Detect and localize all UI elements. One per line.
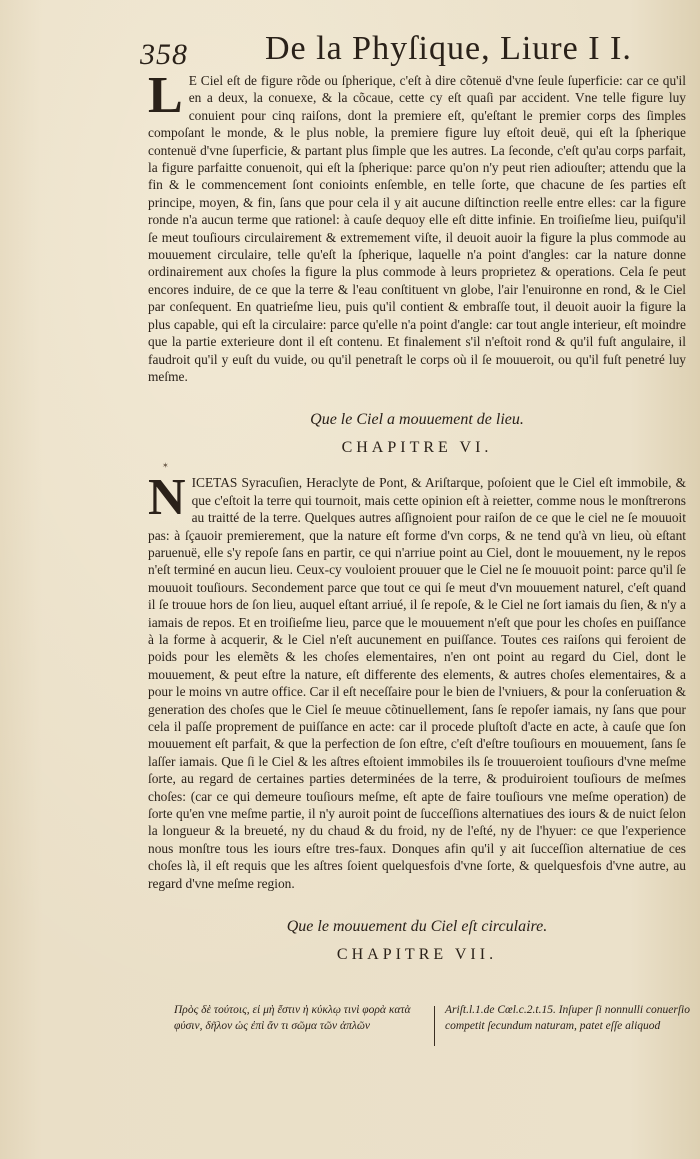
footnotes <box>174 1002 690 1062</box>
chapter-7-title: Que le mouuement du Ciel eſt circulaire. <box>286 918 548 936</box>
section-paragraph <box>148 67 686 385</box>
greek-quotation: Πρὸς δὲ τούτοις, εἰ μὴ ἔστιν ἡ κύκλῳ τινὶ φορὰ κατὰ φύσιν, δῆλον ὡς ἐπὶ ἄν τι σῶμα τῶν ἁπλῶν <box>174 1004 411 1032</box>
section-text: E Ciel eſt de figure rõde ou ſpherique, c'eſt à dire cõtenuë d'vne ſeule ſuperficie: car ce qu'il en a deux, la conuexe, & la cõcaue, cette cy eſt quaſi par accident. Vne telle figure luy conuient pour cinq raiſons, dont la premiere eſt, qu'eſtant le premier corps des ſimples compoſant le monde, & le plus noble, la premiere figure luy eſtoit deuë, qui eſt la ſpherique contenuë d'vne ſuperficie, & partant plus ſimple que les autres. La ſeconde, c'eſt qu'au corps parfait, la figure parfaitte conuenoit, qui eſt la ſpherique: parce qu'on n'y peut rien adiouſter; attendu que la fin & le commencement ſont conioints enſemble, en telle ſorte, que chacune de ſes parties eſt principe, moyen, & fin, ſans que pour cela il y ait aucune diſtinction reelle entre elles: car la figure ronde n'a aucun terme que rationel: à cauſe dequoy elle eſt ditte infinie. En troiſieſme lieu, puiſqu'il ſe meut touſiours circulairement & extremement viſte, il deuoit auoir la figure la plus commode au mouuement circulaire, telle qu'eſt la ſpherique, laquelle n'a point d'angles: car la nature donne ordinairement aux choſes la figure la plus commode à leurs proprietez & operations. Cela ſe peut encores induire, de ce que la terre & l'eau conſtituent vn globe, l'air l'enuironne en rond, & le Ciel par conſequent. En quatrieſme lieu, puis qu'il contient & embraſſe tout, il deuoit auoir la figure la plus capable, qui eſt la circulaire: parce qu'elle n'a point d'angle: car tout angle interieur, eſt moindre que la partie exterieure dont il eſt contenu. Et finalement s'il n'eſtoit rond & qu'il fuſt angulaire, il faudroit qu'il y euſt du vuide, ou qu'il penetraſt le corps où il ſe mouueroit, ou qu'il fuſt penetré luy meſme. <box>148 73 686 384</box>
chapter-6-title: Que le Ciel a mouuement de lieu. <box>310 411 524 429</box>
latin-citation: Ariſt.l.1.de Cœl.c.2.t.15. Inſuper ſi nonnulli conuerſio competit ſecundum naturam, patet eſſe aliquod <box>445 1004 690 1032</box>
chapter-6-paragraph <box>148 469 686 892</box>
page-body <box>148 67 686 984</box>
ornament-mark: ✶ <box>162 461 169 471</box>
note-divider <box>434 1006 435 1046</box>
drop-capital: L <box>148 67 183 124</box>
chapter-6-heading: CHAPITRE VI. <box>341 439 493 457</box>
chapter-7-heading: CHAPITRE VII. <box>336 946 498 964</box>
running-title: De la Phyſique, Liure I I. <box>265 30 632 67</box>
page-number: 358 <box>140 38 188 71</box>
page-header <box>140 30 640 70</box>
drop-capital: N <box>148 469 186 527</box>
chapter-6-text: ICETAS Syracuſien, Heraclyte de Pont, & Ariſtarque, poſoient que le Ciel eſt immobile, & que c'eſtoit la terre qui tournoit, mais cette opinion eſt à reietter, comme nous le monſtrerons au traitté de la terre. Quelques autres aſſignoient pour raiſon de ce que le ciel ne ſe mouuoit pas: à ſçauoir premierement, que la nature eſt forme d'vn corps, & ne tend qu'à vn lieu, où eſtant paruenuë, elle s'y repoſe ſans en partir, ce qui n'arriue point au Ciel, dont le mouuement, ny le repos n'eſt terminé en aucun lieu. Ceux-cy vouloient prouuer que le Ciel ne ſe mouuoit point: parce qu'il ſe mouuoit touſiours. Secondement parce que tout ce qui ſe meut d'vn mouuement naturel, c'eſt quand il ſe trouue hors de ſon lieu, auquel eſtant arriué, il ſe repoſe, & le Ciel ne ſort iamais du ſien, & n'y a iamais de repos. Et en troiſieſme lieu, parce que le mouuement n'eſt que pour les choſes en puiſſance à la forme à acquerir, & le Ciel n'eſt aucunement en puiſſance. Toutes ces raiſons qui feroient de poids pour les elemẽts & les choſes elementaires, n'en ont point au regard du Ciel, dont le mouuement, & peut eſtre la nature, eſt differente des elements, & autres choſes elementaires, & a pour le moins vn autre office. Car il eſt neceſſaire pour le bien de l'vniuers, & pour la conſeruation & generation des choſes que le Ciel ſe meuue cõtinuellement, ſans ſe repoſer iamais, ny ſans que pour cela il paſſe proprement de puiſſance en acte: car il procede pluſtoſt d'acte en acte, à cauſe que ſon mouuement eſt parfait, & que la perfection de ſon eſtre, c'eſt d'eſtre touſiours en mouuement, ſans ſe laſſer iamais. Que ſi le Ciel & les aſtres eſtoient immobiles ils ſe trouueroient touſiours d'vne meſme ſorte, au regard de certaines parties determinées de la terre, & produiroient touſiours de meſmes choſes: (car ce qui demeure touſiours meſme, eſt apte de faire touſiours vne meſme operation) de ſorte qu'en vne meſme partie, il n'y auroit point de ſucceſſions alternatiues des iours & de nuict ſelon la longueur & la breueté, ny du chaud & du froid, ny de l'eſté, ny de l'hyuer: ce que l'experience nous monſtre tous les iours eſtre tres-faux. Donques afin qu'il y ait ſucceſſion alternatiue de ces choſes là, il eſt requis que les aſtres ſoient quelquesfois d'vne ſorte, & quelquesfois d'vne autre, au regard d'vne meſme region. <box>148 475 686 891</box>
